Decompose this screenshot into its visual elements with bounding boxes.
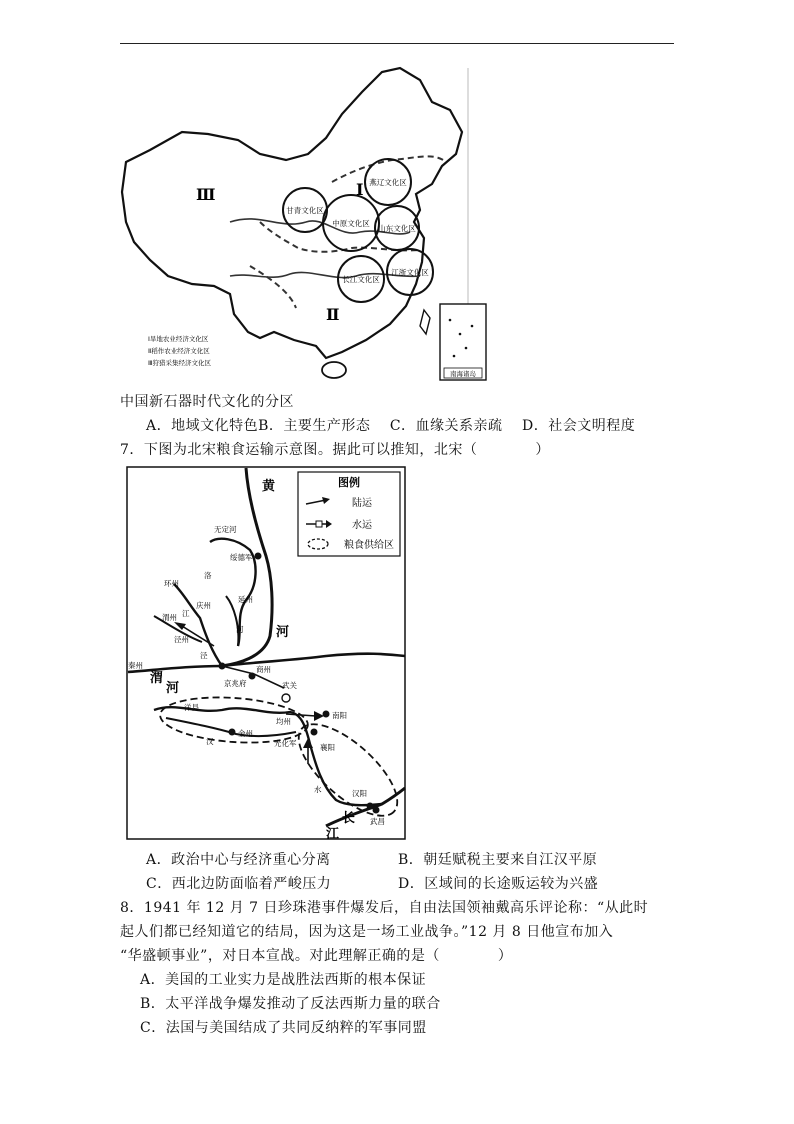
svg-text:洋县: 洋县 <box>184 703 199 712</box>
svg-text:陆运: 陆运 <box>352 498 372 509</box>
map1-caption: 中国新石器时代文化的分区 <box>120 394 294 410</box>
svg-text:武关: 武关 <box>282 681 297 690</box>
svg-text:庆州: 庆州 <box>196 601 211 610</box>
svg-text:绥德军: 绥德军 <box>230 553 253 562</box>
q8-stem-line-3: “华盛顿事业”，对日本宣战。对此理解正确的是（ ） <box>120 948 513 964</box>
svg-text:洛: 洛 <box>204 571 212 580</box>
svg-text:长江文化区: 长江文化区 <box>342 275 380 284</box>
region-label-1: Ⅰ <box>356 180 364 199</box>
q7-option-d: D．区域间的长途贩运较为兴盛 <box>398 876 599 892</box>
svg-text:金州: 金州 <box>238 729 253 738</box>
q7-option-b: B．朝廷赋税主要来自江汉平原 <box>398 852 598 868</box>
map1-legend <box>148 334 211 367</box>
svg-text:武昌: 武昌 <box>370 817 385 826</box>
svg-text:Ⅲ狩猎采集经济文化区: Ⅲ狩猎采集经济文化区 <box>148 359 211 367</box>
svg-text:Ⅱ稻作农业经济文化区: Ⅱ稻作农业经济文化区 <box>148 347 210 355</box>
svg-text:秦州: 秦州 <box>128 661 143 670</box>
svg-text:江浙文化区: 江浙文化区 <box>391 268 429 277</box>
svg-text:图例: 图例 <box>338 476 360 489</box>
svg-text:光化军: 光化军 <box>274 739 297 748</box>
q8-option-a: A．美国的工业实力是战胜法西斯的根本保证 <box>140 972 427 988</box>
q8-option-c: C．法国与美国结成了共同反纳粹的军事同盟 <box>140 1020 427 1036</box>
svg-text:泾州: 泾州 <box>174 635 189 644</box>
svg-text:粮食供给区: 粮食供给区 <box>344 540 394 551</box>
neolithic-culture-map <box>120 62 492 386</box>
svg-text:中原文化区: 中原文化区 <box>332 219 370 228</box>
svg-text:均州: 均州 <box>276 717 291 726</box>
svg-text:商州: 商州 <box>256 665 271 674</box>
svg-text:渭: 渭 <box>150 671 164 686</box>
q7-stem: 7．下图为北宋粮食运输示意图。据此可以推知，北宋（ ） <box>120 442 550 458</box>
svg-text:河: 河 <box>236 625 244 634</box>
svg-text:江: 江 <box>326 827 340 840</box>
svg-text:河: 河 <box>276 625 290 640</box>
svg-text:河: 河 <box>166 681 180 696</box>
svg-text:襄阳: 襄阳 <box>320 743 335 752</box>
map2-legend <box>298 472 400 556</box>
q7-option-c: C．西北边防面临着严峻压力 <box>146 876 332 892</box>
svg-text:江: 江 <box>182 609 190 618</box>
svg-text:无定河: 无定河 <box>214 525 237 534</box>
q8-stem-line-2: 起人们都已经知道它的结局，因为这是一场工业战争。”12 月 8 日他宣布加入 <box>120 924 614 940</box>
song-grain-transport-map <box>126 466 406 840</box>
svg-text:黄: 黄 <box>262 479 276 494</box>
svg-text:南海诸岛: 南海诸岛 <box>450 370 476 378</box>
south-china-sea-inset <box>440 304 486 380</box>
svg-text:甘青文化区: 甘青文化区 <box>286 206 324 215</box>
svg-text:京兆府: 京兆府 <box>224 679 247 688</box>
q8-stem-line-1: 8．1941 年 12 月 7 日珍珠港事件爆发后，自由法国领袖戴高乐评论称：“从此时 <box>120 900 649 916</box>
svg-text:渭州: 渭州 <box>162 613 177 622</box>
svg-text:山东文化区: 山东文化区 <box>378 224 416 233</box>
svg-text:汉阳: 汉阳 <box>352 789 367 798</box>
svg-text:汉: 汉 <box>206 737 214 746</box>
q7-option-a: A．政治中心与经济重心分离 <box>146 852 331 868</box>
svg-text:Ⅰ旱地农业经济文化区: Ⅰ旱地农业经济文化区 <box>148 335 209 343</box>
svg-text:长: 长 <box>342 811 356 826</box>
svg-text:环州: 环州 <box>164 579 179 588</box>
svg-text:水: 水 <box>314 785 322 794</box>
svg-text:南阳: 南阳 <box>332 711 347 720</box>
svg-text:泾: 泾 <box>200 651 208 660</box>
region-label-2: Ⅱ <box>326 305 340 324</box>
q8-option-b: B．太平洋战争爆发推动了反法西斯力量的联合 <box>140 996 441 1012</box>
hainan-island <box>322 362 346 378</box>
q6-options: A．地域文化特色B．主要生产形态 C．血缘关系亲疏 D．社会文明程度 <box>146 418 636 434</box>
svg-text:延州: 延州 <box>238 595 253 604</box>
header-rule <box>120 43 674 44</box>
region-label-3: Ⅲ <box>196 185 216 204</box>
svg-text:燕辽文化区: 燕辽文化区 <box>369 178 407 187</box>
svg-text:水运: 水运 <box>352 520 372 531</box>
